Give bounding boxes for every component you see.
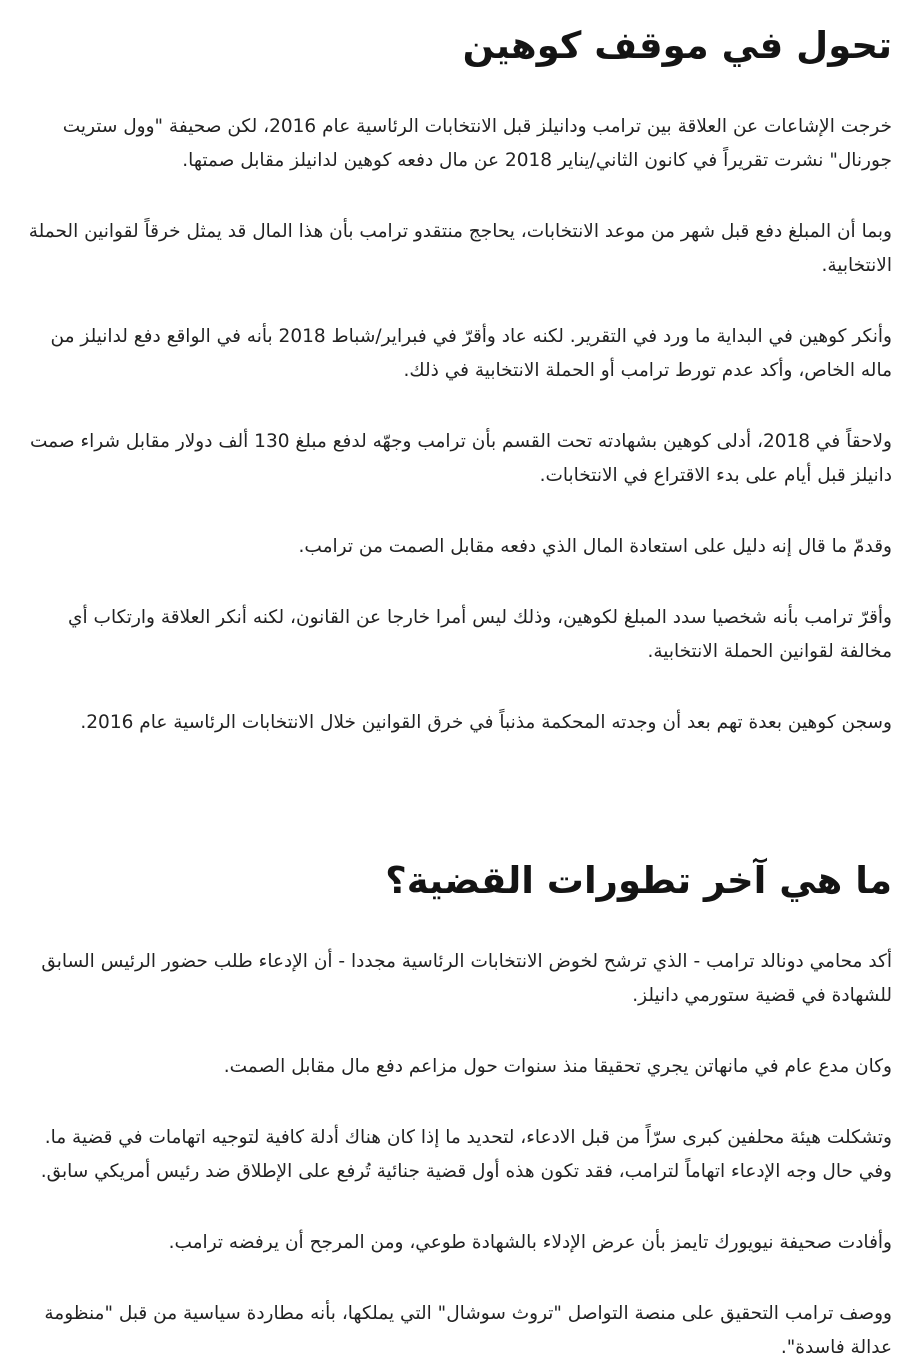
paragraph: خرجت الإشاعات عن العلاقة بين ترامب ودانيلز قبل الانتخابات الرئاسية عام 2016، لكن صحيفة "وول ستريت جورنال" نشرت تقريراً في كانون الثاني/يناير 2018 عن مال دفعه كوهين لدانيلز مقابل صمتها. [62,116,892,171]
paragraph: وتشكلت هيئة محلفين كبرى سرّاً من قبل الادعاء، لتحديد ما إذا كان هناك أدلة كافية لتوجيه اتهامات في قضية ما. وفي حال وجه الإدعاء اتهاماً لترامب، فقد تكون هذه أول قضية جنائية تُرفع على الإطلاق ضد رئيس أمريكي سابق. [40,1127,892,1182]
paragraph: ولاحقاً في 2018، أدلى كوهين بشهادته تحت القسم بأن ترامب وجهّه لدفع مبلغ 130 ألف دولار مقابل شراء صمت دانيلز قبل أيام على بدء الاقتراع في الانتخابات. [30,431,892,486]
paragraph: أكد محامي دونالد ترامب - الذي ترشح لخوض الانتخابات الرئاسية مجددا - أن الإدعاء طلب حضور الرئيس السابق للشهادة في قضية ستورمي دانيلز. [41,951,892,1006]
paragraph: وقدمّ ما قال إنه دليل على استعادة المال الذي دفعه مقابل الصمت من ترامب. [298,536,892,557]
section-heading: تحول في موقف كوهين [462,24,892,67]
paragraph: وأقرّ ترامب بأنه شخصيا سدد المبلغ لكوهين، وذلك ليس أمرا خارجا عن القانون، لكنه أنكر العلاقة وارتكاب أي مخالفة لقوانين الحملة الانتخابية. [68,607,892,662]
paragraph: وأفادت صحيفة نيويورك تايمز بأن عرض الإدلاء بالشهادة طوعي، ومن المرجح أن يرفضه ترامب. [168,1232,892,1253]
paragraph: وكان مدع عام في مانهاتن يجري تحقيقا منذ سنوات حول مزاعم دفع مال مقابل الصمت. [223,1056,892,1077]
section-heading: ما هي آخر تطورات القضية؟ [385,859,892,902]
paragraph: وسجن كوهين بعدة تهم بعد أن وجدته المحكمة مذنباً في خرق القوانين خلال الانتخابات الرئاسية عام 2016. [80,712,892,733]
paragraph: وأنكر كوهين في البداية ما ورد في التقرير. لكنه عاد وأقرّ في فبراير/شباط 2018 بأنه في الواقع دفع لدانيلز من ماله الخاص، وأكد عدم تورط ترامب أو الحملة الانتخابية في ذلك. [50,326,892,381]
paragraph: ووصف ترامب التحقيق على منصة التواصل "تروث سوشال" التي يملكها، بأنه مطاردة سياسية من قبل "منظومة عدالة فاسدة". [44,1303,892,1358]
paragraph: وبما أن المبلغ دفع قبل شهر من موعد الانتخابات، يحاجج منتقدو ترامب بأن هذا المال قد يمثل خرقاً لقوانين الحملة الانتخابية. [28,221,892,276]
